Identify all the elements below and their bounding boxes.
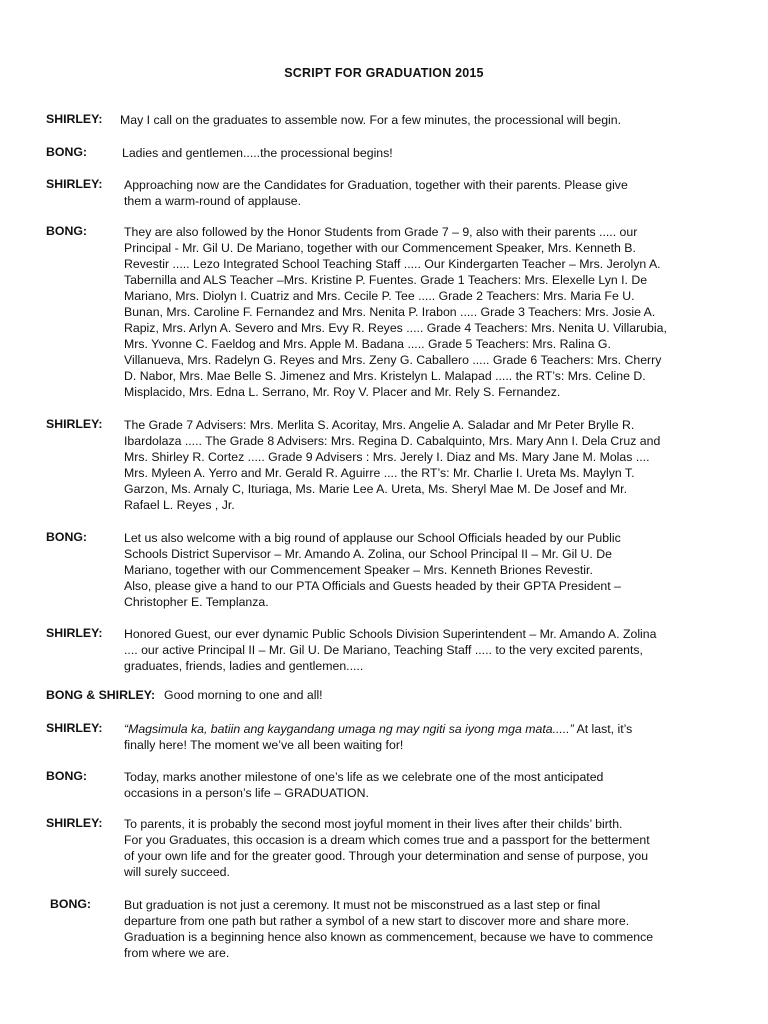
speaker-label: SHIRLEY: — [46, 626, 103, 640]
dialogue-line: Christopher E. Templanza. — [124, 595, 269, 609]
dialogue-line: But graduation is not just a ceremony. It must not be misconstrued as a last step or final — [124, 898, 601, 912]
dialogue-line: departure from one path but rather a symbol of a new start to discover more and share more. — [124, 914, 630, 928]
dialogue-line: of your own life and for the greater good. Through your determination and sense of purpose, you — [124, 849, 649, 863]
speaker-label: BONG: — [46, 769, 87, 783]
dialogue-line: Rapiz, Mrs. Arlyn A. Severo and Mrs. Evy R. Reyes ..... Grade 4 Teachers: Mrs. Nenita U. Villarubia, — [124, 321, 667, 335]
dialogue-line: Principal - Mr. Gil U. De Mariano, together with our Commencement Speaker, Mrs. Kenneth B. — [124, 241, 636, 255]
dialogue-line: Mariano, together with our Commencement Speaker – Mrs. Kenneth Briones Revestir. — [124, 563, 593, 577]
dialogue-line: Graduation is a beginning hence also known as commencement, because we have to commence — [124, 930, 654, 944]
dialogue-line: them a warm-round of applause. — [124, 194, 302, 208]
dialogue-line: Ladies and gentlemen.....the processional begins! — [122, 146, 393, 160]
speaker-label: BONG: — [46, 224, 87, 238]
speaker-label: BONG: — [50, 897, 91, 911]
speaker-label: SHIRLEY: — [46, 112, 103, 126]
speaker-label: BONG & SHIRLEY: — [46, 688, 156, 702]
dialogue-line: Revestir ..... Lezo Integrated School Teaching Staff ..... Our Kindergarten Teacher – Mrs. Jerolyn A. — [124, 257, 661, 271]
dialogue-line: They are also followed by the Honor Students from Grade 7 – 9, also with their parents ..... our — [124, 225, 638, 239]
speaker-label: SHIRLEY: — [46, 816, 103, 830]
dialogue-line: Mariano, Mrs. Diolyn I. Cuatriz and Mrs. Cecile P. Tee ..... Grade 2 Teachers: Mrs. Maria Fe U. — [124, 289, 635, 303]
dialogue-line: .... our active Principal II – Mr. Gil U. De Mariano, Teaching Staff ..... to the very excited parents, — [124, 643, 643, 657]
dialogue-line: Rafael L. Reyes , Jr. — [124, 498, 235, 512]
dialogue-line: Approaching now are the Candidates for Graduation, together with their parents. Please give — [124, 178, 628, 192]
dialogue-continuation: At last, it’s — [573, 722, 633, 736]
dialogue-line: Honored Guest, our ever dynamic Public Schools Division Superintendent – Mr. Amando A. Zolina — [124, 627, 657, 641]
dialogue-line: Mrs. Myleen A. Yerro and Mr. Gerald R. Aguirre .... the RT’s: Mr. Charlie I. Ureta Ms. Maylyn T. — [124, 466, 635, 480]
dialogue-line: Garzon, Ms. Arnaly C, Ituriaga, Ms. Marie Lee A. Ureta, Ms. Sheryl Mae M. De Josef and Mr. — [124, 482, 627, 496]
dialogue-line: occasions in a person’s life – GRADUATION. — [124, 786, 369, 800]
dialogue-line: Villanueva, Mrs. Radelyn G. Reyes and Mrs. Zeny G. Caballero ..... Grade 6 Teachers: Mrs. Cherry — [124, 353, 662, 367]
dialogue-line: To parents, it is probably the second most joyful moment in their lives after their childs’ birth. — [124, 817, 623, 831]
dialogue-line: Let us also welcome with a big round of applause our School Officials headed by our Public — [124, 531, 621, 545]
dialogue-line: Schools District Supervisor – Mr. Amando A. Zolina, our School Principal II – Mr. Gil U. De — [124, 547, 612, 561]
dialogue-line: D. Nabor, Mrs. Mae Belle S. Jimenez and Mrs. Kristelyn L. Malapad ..... the RT’s: Mrs. Celine D. — [124, 369, 646, 383]
dialogue-line: graduates, friends, ladies and gentlemen..... — [124, 659, 364, 673]
speaker-label: BONG: — [46, 145, 87, 159]
dialogue-line: Good morning to one and all! — [164, 688, 323, 702]
dialogue-line — [124, 721, 632, 737]
dialogue-line: from where we are. — [124, 946, 230, 960]
dialogue-line: For you Graduates, this occasion is a dream which comes true and a passport for the betterment — [124, 833, 650, 847]
dialogue-line: Bunan, Mrs. Caroline F. Fernandez and Mrs. Nenita P. Irabon ..... Grade 3 Teachers: Mrs. Josie A. — [124, 305, 656, 319]
speaker-label: SHIRLEY: — [46, 177, 103, 191]
speaker-label: SHIRLEY: — [46, 417, 103, 431]
dialogue-line: Today, marks another milestone of one’s life as we celebrate one of the most anticipated — [124, 770, 604, 784]
italic-quote: “Magsimula ka, batiin ang kaygandang umaga ng may ngiti sa iyong mga mata.....” — [124, 722, 574, 736]
dialogue-line: Mrs. Yvonne C. Faeldog and Mrs. Apple M. Badana ..... Grade 5 Teachers: Mrs. Ralina G. — [124, 337, 611, 351]
dialogue-line: Tabernilla and ALS Teacher –Mrs. Kristine P. Fuentes. Grade 1 Teachers: Mrs. Elexelle Lyn I. De — [124, 273, 648, 287]
dialogue-line: finally here! The moment we’ve all been waiting for! — [124, 738, 404, 752]
speaker-label: BONG: — [46, 530, 87, 544]
dialogue-line: May I call on the graduates to assemble now. For a few minutes, the processional will begin. — [120, 113, 622, 127]
dialogue-line: will surely succeed. — [124, 865, 230, 879]
dialogue-line: Mrs. Shirley R. Cortez ..... Grade 9 Advisers : Mrs. Jerely I. Diaz and Ms. Mary Jane M. Molas .... — [124, 450, 650, 464]
dialogue-line: The Grade 7 Advisers: Mrs. Merlita S. Acoritay, Mrs. Angelie A. Saladar and Mr Peter Brylle R. — [124, 418, 635, 432]
document-title: SCRIPT FOR GRADUATION 2015 — [284, 66, 484, 80]
dialogue-line: Also, please give a hand to our PTA Officials and Guests headed by their GPTA President – — [124, 579, 621, 593]
speaker-label: SHIRLEY: — [46, 721, 103, 735]
dialogue-line: Ibardolaza ..... The Grade 8 Advisers: Mrs. Regina D. Cabalquinto, Mrs. Mary Ann I. Dela Cruz and — [124, 434, 661, 448]
dialogue-line: Misplacido, Mrs. Edna L. Serrano, Mr. Roy V. Placer and Mr. Rely S. Fernandez. — [124, 385, 561, 399]
